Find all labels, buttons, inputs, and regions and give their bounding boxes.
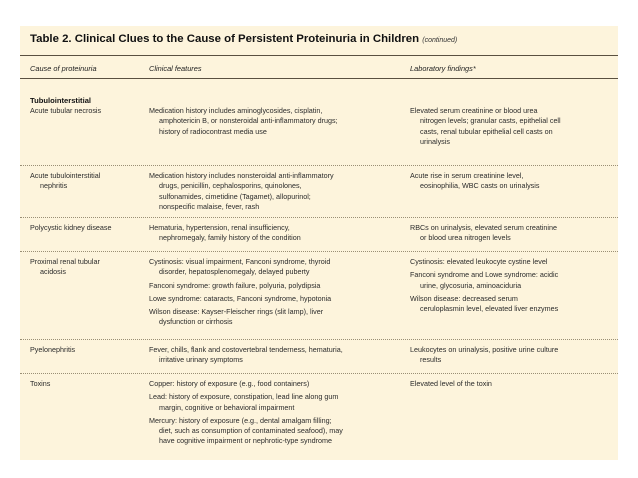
clinical-text: Cystinosis: visual impairment, Fanconi syndrome, thyroid (149, 257, 331, 266)
clinical-text: drugs, penicillin, cephalosporins, quinolones, (159, 181, 302, 191)
clinical-text: have cognitive impairment or nephrotic-type syndrome (159, 436, 332, 446)
cause-text: Polycystic kidney disease (30, 223, 112, 232)
clinical-text: Wilson disease: Kayser-Fleischer rings (slit lamp), liver (149, 307, 324, 317)
table-row (20, 251, 618, 327)
cause-cell (30, 379, 148, 389)
continued-label: (continued) (422, 37, 458, 44)
cause-text: Proximal renal tubular (30, 257, 100, 266)
table-panel (20, 26, 618, 460)
section-heading: Tubulointerstitial (30, 96, 92, 105)
header-rule (20, 78, 618, 79)
clinical-text: history of radiocontrast media use (159, 126, 267, 136)
clinical-paragraph (149, 223, 407, 244)
clinical-paragraph (149, 171, 407, 212)
lab-text: eosinophilia, WBC casts on urinalysis (420, 181, 540, 191)
table-row (20, 165, 618, 211)
lab-paragraph (410, 223, 610, 244)
cause-text: Toxins (30, 379, 51, 388)
clinical-text: Fever, chills, flank and costovertebral tenderness, hematuria, (149, 345, 343, 354)
clinical-text: margin, cognitive or behavioral impairment (159, 402, 295, 412)
cause-cell (30, 257, 148, 278)
lab-text: Wilson disease: decreased serum (410, 293, 518, 303)
clinical-text: irritative urinary symptoms (159, 355, 243, 365)
clinical-cell (149, 345, 407, 369)
lab-text: Fanconi syndrome and Lowe syndrome: acidic (410, 270, 559, 280)
clinical-paragraph (149, 307, 407, 328)
table-title-text: Table 2. Clinical Clues to the Cause of Persistent Proteinuria in Children (30, 33, 420, 45)
clinical-text: Mercury: history of exposure (e.g., dental amalgam filling; (149, 415, 332, 425)
lab-paragraph (410, 345, 610, 366)
lab-cell (410, 257, 610, 317)
lab-cell (410, 106, 610, 150)
lab-paragraph (410, 294, 610, 315)
cause-cell (30, 223, 148, 233)
lab-text: urinalysis (420, 136, 450, 146)
lab-text: Elevated level of the toxin (410, 379, 492, 388)
cause-text: Acute tubulointerstitial (30, 171, 101, 180)
cause-cell (30, 106, 148, 116)
lab-paragraph (410, 270, 610, 291)
lab-cell (410, 345, 610, 369)
lab-text: Elevated serum creatinine or blood urea (410, 106, 538, 115)
header-lab: Laboratory findings* (410, 64, 476, 73)
lab-text: results (420, 355, 442, 365)
clinical-text: Hematuria, hypertension, renal insufficiency, (149, 223, 290, 232)
lab-text: ceruloplasmin level, elevated liver enzymes (420, 304, 559, 314)
clinical-cell (149, 171, 407, 215)
cause-text: Pyelonephritis (30, 345, 76, 354)
lab-paragraph (410, 171, 610, 192)
clinical-text: amphotericin B, or nonsteroidal anti-inflammatory drugs; (159, 116, 338, 126)
clinical-paragraph (149, 257, 407, 278)
clinical-paragraph (149, 392, 407, 413)
clinical-text: Medication history includes aminoglycosides, cisplatin, (149, 106, 323, 115)
clinical-text: nonspecific malaise, fever, rash (159, 201, 260, 211)
lab-text: Cystinosis: elevated leukocyte cystine level (410, 257, 548, 266)
clinical-text: diet, such as consumption of contaminated seafood), may (159, 426, 343, 436)
clinical-text: Fanconi syndrome: growth failure, polyuria, polydipsia (149, 280, 321, 290)
lab-paragraph (410, 257, 610, 267)
lab-paragraph (410, 379, 610, 389)
clinical-cell (149, 223, 407, 247)
header-cause: Cause of proteinuria (30, 64, 97, 73)
lab-cell (410, 171, 610, 195)
clinical-text: nephromegaly, family history of the condition (159, 233, 301, 243)
lab-cell (410, 223, 610, 247)
cause-cell (30, 171, 148, 192)
clinical-paragraph (149, 106, 407, 137)
clinical-text: Lead: history of exposure, constipation, lead line along gum (149, 392, 339, 402)
clinical-text: dysfunction or cirrhosis (159, 317, 233, 327)
lab-text: nitrogen levels; granular casts, epithelial cell (420, 116, 561, 126)
lab-text: RBCs on urinalysis, elevated serum creatinine (410, 223, 558, 232)
lab-text: casts, renal tubular epithelial cell casts on (420, 126, 553, 136)
top-rule (20, 55, 618, 56)
lab-cell (410, 379, 610, 392)
cause-cell (30, 345, 148, 355)
clinical-paragraph (149, 281, 407, 291)
cause-text: acidosis (40, 267, 66, 277)
clinical-text: Lowe syndrome: cataracts, Fanconi syndrome, hypotonia (149, 293, 332, 303)
clinical-text: sulfonamides, cimetidine (Tagamet), allopurinol; (159, 191, 311, 201)
cause-text: Acute tubular necrosis (30, 106, 102, 115)
lab-text: Leukocytes on urinalysis, positive urine culture (410, 345, 559, 354)
clinical-text: Copper: history of exposure (e.g., food containers) (149, 379, 310, 388)
clinical-paragraph (149, 379, 407, 389)
clinical-paragraph (149, 294, 407, 304)
clinical-text: Medication history includes nonsteroidal anti-inflammatory (149, 171, 334, 180)
table-row (20, 217, 618, 243)
clinical-cell (149, 379, 407, 450)
clinical-paragraph (149, 416, 407, 447)
lab-text: or blood urea nitrogen levels (420, 233, 511, 243)
clinical-cell (149, 257, 407, 331)
cause-text: nephritis (40, 181, 68, 191)
lab-text: urine, glycosuria, aminoaciduria (420, 280, 522, 290)
table-title (30, 33, 457, 45)
clinical-cell (149, 106, 407, 140)
table-row (20, 373, 618, 446)
table-row (20, 339, 618, 365)
lab-text: Acute rise in serum creatinine level, (410, 171, 524, 180)
header-clinical: Clinical features (149, 64, 202, 73)
clinical-text: disorder, hepatosplenomegaly, delayed puberty (159, 267, 310, 277)
lab-paragraph (410, 106, 610, 147)
clinical-paragraph (149, 345, 407, 366)
